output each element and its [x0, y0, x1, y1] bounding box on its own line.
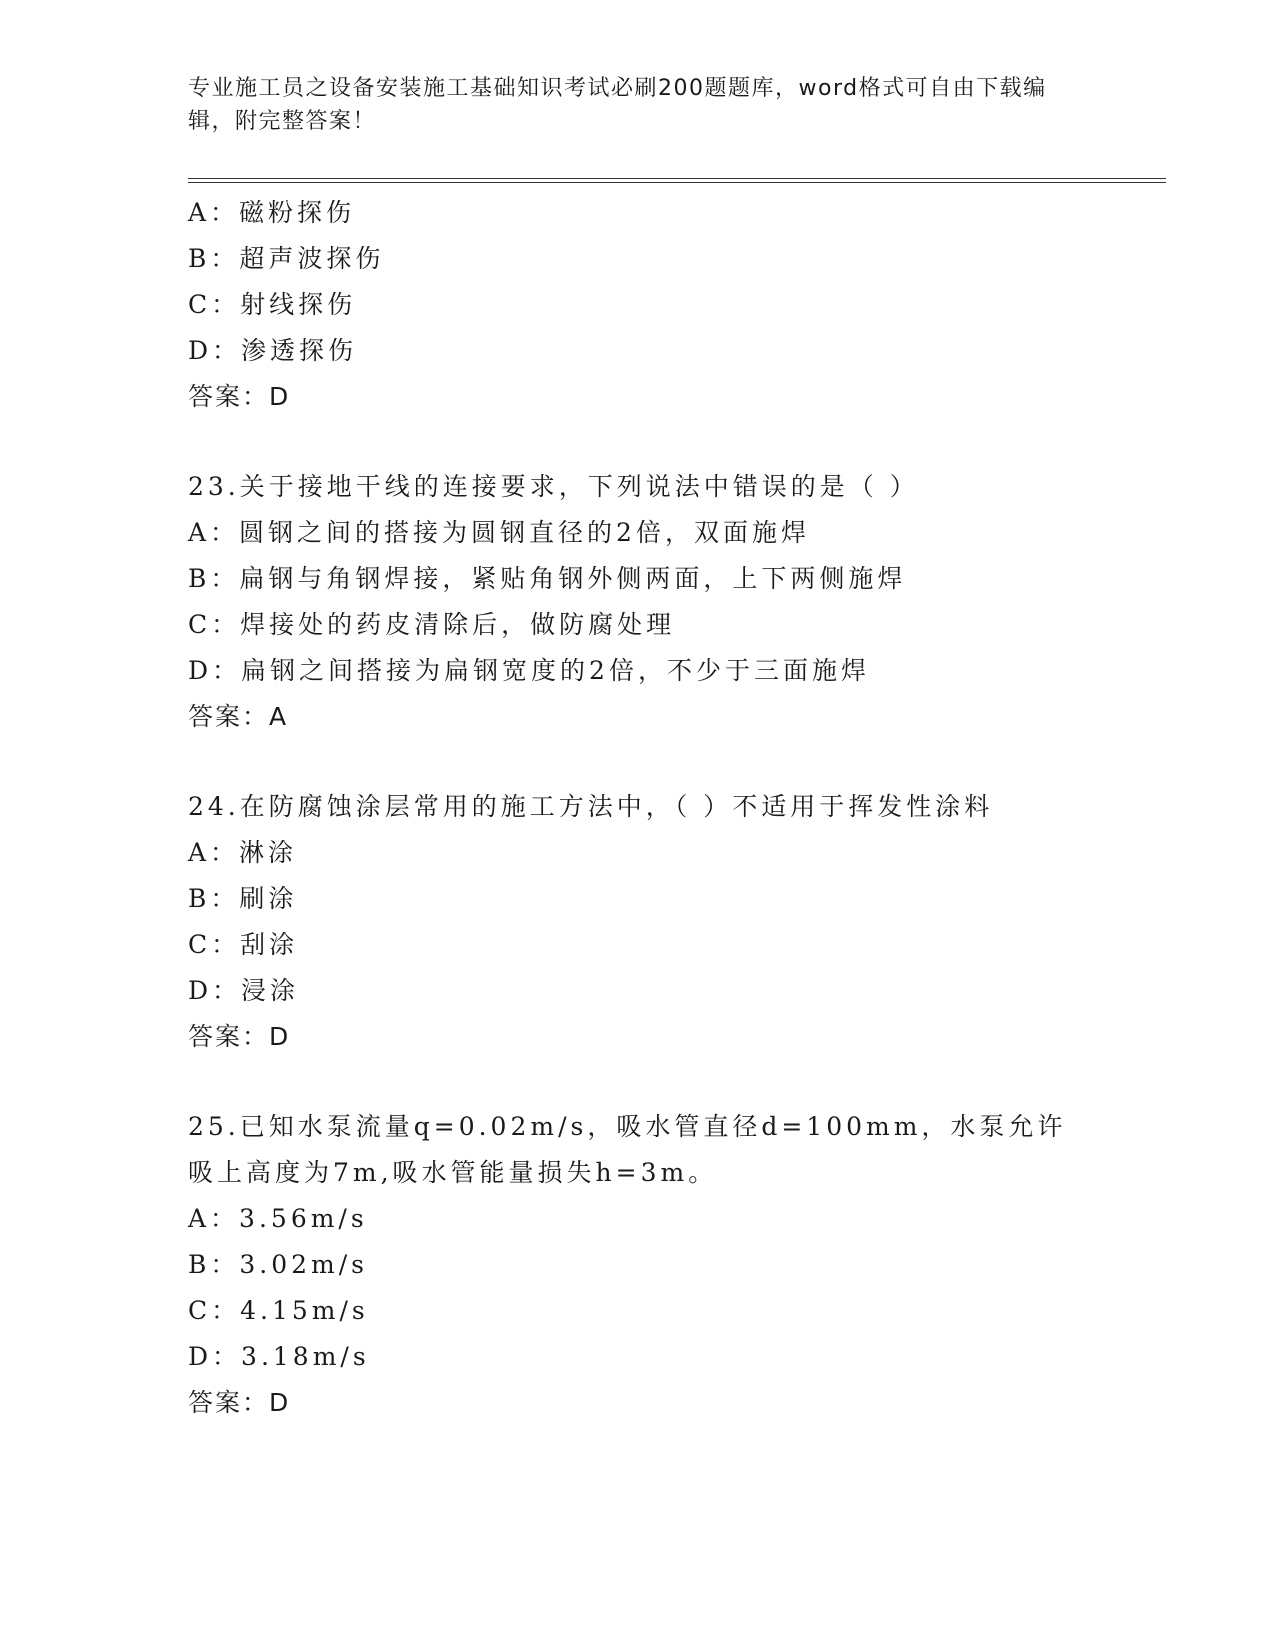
answer-line: 答案：D: [188, 1022, 291, 1051]
option-b: B：3.02m/s: [188, 1250, 368, 1279]
option-c: C：刮涂: [188, 930, 299, 959]
question-stem: 24.在防腐蚀涂层常用的施工方法中，（ ）不适用于挥发性涂料: [188, 792, 994, 821]
option-a: A：圆钢之间的搭接为圆钢直径的2倍，双面施焊: [188, 518, 810, 547]
option-a: A：3.56m/s: [188, 1204, 368, 1233]
question-stem: 23.关于接地干线的连接要求，下列说法中错误的是（ ）: [188, 472, 919, 501]
answer-line: 答案：A: [188, 702, 289, 731]
option-c: C：射线探伤: [188, 290, 357, 319]
document-header: 专业施工员之设备安装施工基础知识考试必刷200题题库，word格式可自由下载编辑，附完整答案！: [188, 76, 1047, 134]
option-c: C：焊接处的药皮清除后，做防腐处理: [188, 610, 676, 639]
header-divider: [188, 178, 1166, 183]
option-c: C：4.15m/s: [188, 1296, 369, 1325]
question-stem: 25.已知水泵流量q=0.02m/s，吸水管直径d=100mm，水泵允许吸上高度为7m,吸水管能量损失h=3m。: [188, 1112, 1067, 1187]
option-d: D：扁钢之间搭接为扁钢宽度的2倍，不少于三面施焊: [188, 656, 870, 685]
option-d: D：3.18m/s: [188, 1342, 370, 1371]
question-list: [188, 190, 1148, 1426]
question-25: [188, 1104, 1148, 1426]
option-a: A：淋涂: [188, 838, 298, 867]
option-d: D：浸涂: [188, 976, 300, 1005]
spacer: [188, 1060, 1148, 1104]
question-23: [188, 464, 1148, 740]
spacer: [188, 740, 1148, 784]
option-b: B：刷涂: [188, 884, 298, 913]
spacer: [188, 420, 1148, 464]
option-b: B：超声波探伤: [188, 244, 385, 273]
option-a: A：磁粉探伤: [188, 198, 356, 227]
question-24: [188, 784, 1148, 1060]
answer-line: 答案：D: [188, 382, 291, 411]
option-d: D：渗透探伤: [188, 336, 358, 365]
option-b: B：扁钢与角钢焊接，紧贴角钢外侧两面，上下两侧施焊: [188, 564, 907, 593]
answer-line: 答案：D: [188, 1388, 291, 1417]
question-22-continued: [188, 190, 1148, 420]
